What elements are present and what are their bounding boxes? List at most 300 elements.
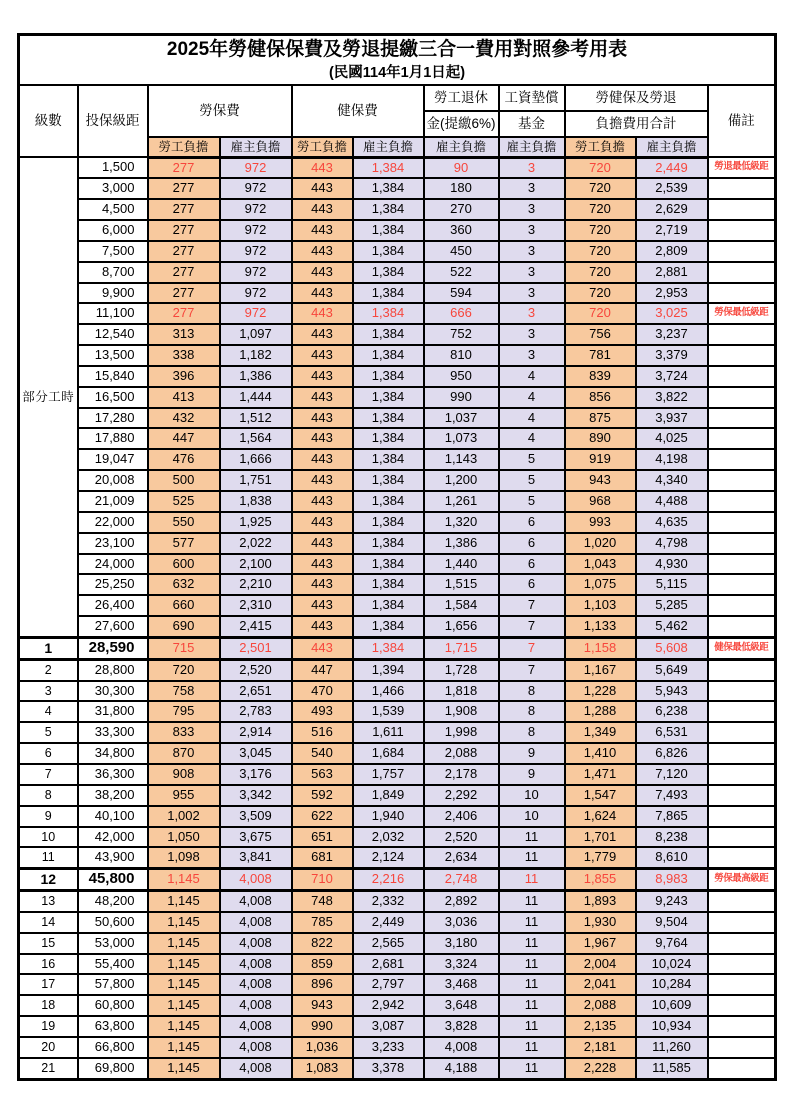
- remark-cell: 勞退最低級距: [708, 157, 776, 178]
- remark-cell: [708, 345, 776, 366]
- pension-employer-cell: 2,406: [424, 806, 499, 827]
- wage-fund-employer-cell: 8: [499, 681, 565, 702]
- total-employer-cell: 5,285: [636, 595, 708, 616]
- subheader-total-employee: 勞工負擔: [565, 137, 636, 158]
- health-employee-cell: 443: [292, 366, 353, 387]
- total-employer-cell: 4,798: [636, 533, 708, 554]
- table-row: [19, 366, 776, 387]
- total-employer-cell: 4,488: [636, 491, 708, 512]
- total-employee-cell: 839: [565, 366, 636, 387]
- wage-fund-employer-cell: 10: [499, 806, 565, 827]
- health-employer-cell: 1,384: [353, 574, 424, 595]
- labor-employer-cell: 1,564: [220, 428, 292, 449]
- wage-fund-employer-cell: 9: [499, 743, 565, 764]
- labor-employer-cell: 4,008: [220, 974, 292, 995]
- table-title-cell: [19, 35, 776, 85]
- labor-employer-cell: 972: [220, 220, 292, 241]
- health-employer-cell: 3,087: [353, 1016, 424, 1037]
- labor-employee-cell: 432: [148, 408, 220, 429]
- health-employee-cell: 443: [292, 512, 353, 533]
- pension-employer-cell: 1,261: [424, 491, 499, 512]
- bracket-cell: 8,700: [78, 262, 148, 283]
- level-cell: 20: [19, 1037, 78, 1058]
- total-employee-cell: 720: [565, 283, 636, 304]
- header-level: 級數: [19, 85, 78, 158]
- table-row: [19, 1037, 776, 1058]
- labor-employer-cell: 2,651: [220, 681, 292, 702]
- remark-cell: [708, 681, 776, 702]
- labor-employer-cell: 3,342: [220, 785, 292, 806]
- wage-fund-employer-cell: 3: [499, 303, 565, 324]
- labor-employer-cell: 972: [220, 157, 292, 178]
- health-employer-cell: 3,378: [353, 1058, 424, 1079]
- health-employer-cell: 1,384: [353, 262, 424, 283]
- health-employer-cell: 1,539: [353, 701, 424, 722]
- subheader-total-employer: 雇主負擔: [636, 137, 708, 158]
- labor-employee-cell: 715: [148, 637, 220, 659]
- wage-fund-employer-cell: 3: [499, 283, 565, 304]
- labor-employer-cell: 2,210: [220, 574, 292, 595]
- wage-fund-employer-cell: 7: [499, 637, 565, 659]
- total-employer-cell: 5,115: [636, 574, 708, 595]
- health-employee-cell: 443: [292, 324, 353, 345]
- pension-employer-cell: 1,320: [424, 512, 499, 533]
- labor-employee-cell: 955: [148, 785, 220, 806]
- remark-cell: [708, 199, 776, 220]
- labor-employee-cell: 525: [148, 491, 220, 512]
- total-employer-cell: 3,724: [636, 366, 708, 387]
- total-employer-cell: 5,608: [636, 637, 708, 659]
- pension-employer-cell: 1,728: [424, 659, 499, 680]
- table-row: [19, 722, 776, 743]
- health-employer-cell: 2,332: [353, 891, 424, 912]
- remark-cell: 勞保最高級距: [708, 869, 776, 891]
- header-bracket: 投保級距: [78, 85, 148, 158]
- labor-employer-cell: 4,008: [220, 1058, 292, 1079]
- pension-employer-cell: 1,908: [424, 701, 499, 722]
- health-employee-cell: 443: [292, 637, 353, 659]
- labor-employer-cell: 1,444: [220, 387, 292, 408]
- remark-cell: [708, 241, 776, 262]
- total-employer-cell: 7,865: [636, 806, 708, 827]
- total-employer-cell: 2,953: [636, 283, 708, 304]
- health-employer-cell: 1,384: [353, 387, 424, 408]
- table-row: [19, 199, 776, 220]
- pension-employer-cell: 752: [424, 324, 499, 345]
- pension-employer-cell: 3,036: [424, 912, 499, 933]
- health-employer-cell: 1,384: [353, 366, 424, 387]
- total-employee-cell: 2,004: [565, 954, 636, 975]
- page-title: 2025年勞健保保費及勞退提繳三合一費用對照參考用表: [166, 38, 628, 60]
- remark-cell: [708, 1058, 776, 1079]
- health-employer-cell: 1,384: [353, 637, 424, 659]
- health-employer-cell: 1,384: [353, 157, 424, 178]
- remark-cell: [708, 806, 776, 827]
- pension-employer-cell: 3,648: [424, 995, 499, 1016]
- table-row: [19, 303, 776, 324]
- health-employer-cell: 2,565: [353, 933, 424, 954]
- labor-employer-cell: 1,838: [220, 491, 292, 512]
- pension-employer-cell: 1,440: [424, 554, 499, 575]
- labor-employee-cell: 1,145: [148, 891, 220, 912]
- labor-employer-cell: 4,008: [220, 891, 292, 912]
- wage-fund-employer-cell: 4: [499, 408, 565, 429]
- pension-employer-cell: 2,520: [424, 827, 499, 848]
- total-employer-cell: 7,493: [636, 785, 708, 806]
- labor-employee-cell: 277: [148, 178, 220, 199]
- health-employer-cell: 1,384: [353, 220, 424, 241]
- pension-employer-cell: 1,998: [424, 722, 499, 743]
- pension-employer-cell: 4,008: [424, 1037, 499, 1058]
- labor-employer-cell: 2,914: [220, 722, 292, 743]
- labor-employee-cell: 338: [148, 345, 220, 366]
- remark-cell: [708, 324, 776, 345]
- total-employer-cell: 4,198: [636, 449, 708, 470]
- total-employer-cell: 8,238: [636, 827, 708, 848]
- header-total-line1: 勞健保及勞退: [565, 85, 708, 111]
- pension-employer-cell: 1,143: [424, 449, 499, 470]
- total-employer-cell: 2,539: [636, 178, 708, 199]
- health-employee-cell: 1,083: [292, 1058, 353, 1079]
- wage-fund-employer-cell: 4: [499, 366, 565, 387]
- bracket-cell: 11,100: [78, 303, 148, 324]
- level-cell: 4: [19, 701, 78, 722]
- health-employee-cell: 943: [292, 995, 353, 1016]
- pension-employer-cell: 666: [424, 303, 499, 324]
- pension-employer-cell: 4,188: [424, 1058, 499, 1079]
- pension-employer-cell: 1,073: [424, 428, 499, 449]
- total-employee-cell: 875: [565, 408, 636, 429]
- table-row: [19, 345, 776, 366]
- labor-employee-cell: 908: [148, 764, 220, 785]
- pension-employer-cell: 2,088: [424, 743, 499, 764]
- level-cell: 6: [19, 743, 78, 764]
- pension-employer-cell: 450: [424, 241, 499, 262]
- part-time-merged-cell: 部分工時: [19, 157, 78, 637]
- total-employer-cell: 11,585: [636, 1058, 708, 1079]
- bracket-cell: 1,500: [78, 157, 148, 178]
- labor-employer-cell: 2,415: [220, 616, 292, 637]
- table-row: [19, 449, 776, 470]
- total-employer-cell: 4,340: [636, 470, 708, 491]
- health-employer-cell: 1,466: [353, 681, 424, 702]
- level-cell: 14: [19, 912, 78, 933]
- total-employer-cell: 11,260: [636, 1037, 708, 1058]
- bracket-cell: 36,300: [78, 764, 148, 785]
- health-employer-cell: 1,384: [353, 470, 424, 491]
- health-employer-cell: 2,797: [353, 974, 424, 995]
- wage-fund-employer-cell: 7: [499, 616, 565, 637]
- pension-employer-cell: 90: [424, 157, 499, 178]
- health-employee-cell: 443: [292, 387, 353, 408]
- pension-employer-cell: 810: [424, 345, 499, 366]
- total-employer-cell: 10,934: [636, 1016, 708, 1037]
- level-cell: 1: [19, 637, 78, 659]
- remark-cell: [708, 827, 776, 848]
- labor-employee-cell: 690: [148, 616, 220, 637]
- total-employee-cell: 781: [565, 345, 636, 366]
- table-row: [19, 178, 776, 199]
- bracket-cell: 28,800: [78, 659, 148, 680]
- wage-fund-employer-cell: 11: [499, 869, 565, 891]
- wage-fund-employer-cell: 3: [499, 324, 565, 345]
- labor-employee-cell: 1,145: [148, 974, 220, 995]
- total-employee-cell: 2,181: [565, 1037, 636, 1058]
- labor-employee-cell: 550: [148, 512, 220, 533]
- remark-cell: [708, 408, 776, 429]
- wage-fund-employer-cell: 8: [499, 722, 565, 743]
- pension-employer-cell: 3,324: [424, 954, 499, 975]
- level-cell: 15: [19, 933, 78, 954]
- total-employer-cell: 2,809: [636, 241, 708, 262]
- wage-fund-employer-cell: 11: [499, 974, 565, 995]
- table-row: [19, 912, 776, 933]
- table-row: [19, 659, 776, 680]
- table-row: [19, 241, 776, 262]
- labor-employer-cell: 3,841: [220, 847, 292, 868]
- table-row: [19, 324, 776, 345]
- total-employee-cell: 720: [565, 199, 636, 220]
- total-employer-cell: 2,629: [636, 199, 708, 220]
- level-cell: 16: [19, 954, 78, 975]
- labor-employee-cell: 396: [148, 366, 220, 387]
- labor-employee-cell: 447: [148, 428, 220, 449]
- pension-employer-cell: 950: [424, 366, 499, 387]
- labor-employer-cell: 4,008: [220, 869, 292, 891]
- table-row: [19, 616, 776, 637]
- subheader-wage-fund-employer: 雇主負擔: [499, 137, 565, 158]
- bracket-cell: 21,009: [78, 491, 148, 512]
- premium-reference-table: [17, 33, 777, 1081]
- total-employee-cell: 1,020: [565, 533, 636, 554]
- subheader-pension-employer: 雇主負擔: [424, 137, 499, 158]
- health-employee-cell: 896: [292, 974, 353, 995]
- total-employee-cell: 720: [565, 262, 636, 283]
- bracket-cell: 6,000: [78, 220, 148, 241]
- total-employer-cell: 10,609: [636, 995, 708, 1016]
- labor-employee-cell: 277: [148, 283, 220, 304]
- total-employee-cell: 1,624: [565, 806, 636, 827]
- table-row: [19, 533, 776, 554]
- bracket-cell: 3,000: [78, 178, 148, 199]
- health-employer-cell: 1,384: [353, 324, 424, 345]
- health-employee-cell: 443: [292, 428, 353, 449]
- remark-cell: [708, 847, 776, 868]
- labor-employer-cell: 972: [220, 178, 292, 199]
- pension-employer-cell: 1,715: [424, 637, 499, 659]
- pension-employer-cell: 1,515: [424, 574, 499, 595]
- health-employer-cell: 1,384: [353, 595, 424, 616]
- remark-cell: [708, 262, 776, 283]
- pension-employer-cell: 2,178: [424, 764, 499, 785]
- labor-employee-cell: 720: [148, 659, 220, 680]
- total-employee-cell: 720: [565, 303, 636, 324]
- level-cell: 18: [19, 995, 78, 1016]
- labor-employee-cell: 632: [148, 574, 220, 595]
- remark-cell: [708, 785, 776, 806]
- table-row: [19, 701, 776, 722]
- remark-cell: [708, 764, 776, 785]
- health-employer-cell: 1,384: [353, 491, 424, 512]
- labor-employer-cell: 4,008: [220, 912, 292, 933]
- table-body: [19, 157, 776, 1079]
- total-employee-cell: 1,103: [565, 595, 636, 616]
- total-employer-cell: 4,025: [636, 428, 708, 449]
- total-employer-cell: 2,449: [636, 157, 708, 178]
- health-employee-cell: 443: [292, 283, 353, 304]
- total-employee-cell: 1,288: [565, 701, 636, 722]
- header-wage-fund-line2: 基金: [499, 111, 565, 137]
- labor-employee-cell: 600: [148, 554, 220, 575]
- remark-cell: [708, 533, 776, 554]
- level-cell: 9: [19, 806, 78, 827]
- subheader-labor-employer: 雇主負擔: [220, 137, 292, 158]
- health-employer-cell: 1,384: [353, 449, 424, 470]
- total-employee-cell: 919: [565, 449, 636, 470]
- labor-employer-cell: 4,008: [220, 933, 292, 954]
- health-employer-cell: 1,384: [353, 283, 424, 304]
- labor-employee-cell: 313: [148, 324, 220, 345]
- health-employee-cell: 443: [292, 345, 353, 366]
- total-employee-cell: 1,167: [565, 659, 636, 680]
- total-employer-cell: 6,238: [636, 701, 708, 722]
- health-employer-cell: 2,681: [353, 954, 424, 975]
- labor-employee-cell: 1,145: [148, 933, 220, 954]
- labor-employee-cell: 277: [148, 199, 220, 220]
- total-employer-cell: 3,822: [636, 387, 708, 408]
- subheader-health-employee: 勞工負擔: [292, 137, 353, 158]
- labor-employer-cell: 3,509: [220, 806, 292, 827]
- health-employer-cell: 1,384: [353, 512, 424, 533]
- total-employer-cell: 2,881: [636, 262, 708, 283]
- health-employee-cell: 443: [292, 554, 353, 575]
- remark-cell: [708, 512, 776, 533]
- health-employer-cell: 2,942: [353, 995, 424, 1016]
- header-pension-line1: 勞工退休: [424, 85, 499, 111]
- total-employer-cell: 4,930: [636, 554, 708, 575]
- labor-employer-cell: 4,008: [220, 995, 292, 1016]
- remark-cell: [708, 743, 776, 764]
- total-employee-cell: 993: [565, 512, 636, 533]
- remark-cell: [708, 574, 776, 595]
- bracket-cell: 30,300: [78, 681, 148, 702]
- title-row: [19, 35, 776, 85]
- total-employee-cell: 856: [565, 387, 636, 408]
- pension-employer-cell: 180: [424, 178, 499, 199]
- remark-cell: [708, 891, 776, 912]
- bracket-cell: 22,000: [78, 512, 148, 533]
- health-employee-cell: 447: [292, 659, 353, 680]
- total-employer-cell: 6,826: [636, 743, 708, 764]
- labor-employee-cell: 1,145: [148, 869, 220, 891]
- labor-employee-cell: 277: [148, 262, 220, 283]
- labor-employee-cell: 833: [148, 722, 220, 743]
- wage-fund-employer-cell: 11: [499, 995, 565, 1016]
- header-remark: 備註: [708, 85, 776, 158]
- total-employer-cell: 5,943: [636, 681, 708, 702]
- pension-employer-cell: 1,037: [424, 408, 499, 429]
- total-employer-cell: 10,284: [636, 974, 708, 995]
- labor-employer-cell: 972: [220, 199, 292, 220]
- table-row: [19, 387, 776, 408]
- total-employee-cell: 2,228: [565, 1058, 636, 1079]
- wage-fund-employer-cell: 11: [499, 891, 565, 912]
- wage-fund-employer-cell: 3: [499, 157, 565, 178]
- remark-cell: [708, 449, 776, 470]
- health-employer-cell: 3,233: [353, 1037, 424, 1058]
- total-employee-cell: 1,471: [565, 764, 636, 785]
- health-employee-cell: 443: [292, 533, 353, 554]
- table-row: [19, 1058, 776, 1079]
- bracket-cell: 66,800: [78, 1037, 148, 1058]
- labor-employer-cell: 972: [220, 241, 292, 262]
- labor-employee-cell: 500: [148, 470, 220, 491]
- table-row: [19, 428, 776, 449]
- table-row: [19, 974, 776, 995]
- bracket-cell: 27,600: [78, 616, 148, 637]
- bracket-cell: 17,880: [78, 428, 148, 449]
- bracket-cell: 19,047: [78, 449, 148, 470]
- header-row-1: [19, 85, 776, 111]
- health-employer-cell: 1,394: [353, 659, 424, 680]
- level-cell: 2: [19, 659, 78, 680]
- pension-employer-cell: 3,468: [424, 974, 499, 995]
- table-row: [19, 891, 776, 912]
- bracket-cell: 57,800: [78, 974, 148, 995]
- pension-employer-cell: 360: [424, 220, 499, 241]
- page-subtitle: (民國114年1月1日起): [328, 64, 466, 81]
- labor-employee-cell: 1,145: [148, 995, 220, 1016]
- total-employee-cell: 1,410: [565, 743, 636, 764]
- remark-cell: [708, 595, 776, 616]
- wage-fund-employer-cell: 9: [499, 764, 565, 785]
- health-employee-cell: 443: [292, 574, 353, 595]
- health-employer-cell: 1,384: [353, 178, 424, 199]
- health-employer-cell: 1,384: [353, 428, 424, 449]
- labor-employer-cell: 1,925: [220, 512, 292, 533]
- wage-fund-employer-cell: 3: [499, 199, 565, 220]
- total-employer-cell: 3,379: [636, 345, 708, 366]
- health-employee-cell: 443: [292, 595, 353, 616]
- total-employee-cell: 1,228: [565, 681, 636, 702]
- total-employee-cell: 1,158: [565, 637, 636, 659]
- total-employer-cell: 6,531: [636, 722, 708, 743]
- total-employee-cell: 1,547: [565, 785, 636, 806]
- health-employee-cell: 540: [292, 743, 353, 764]
- wage-fund-employer-cell: 3: [499, 178, 565, 199]
- level-cell: 13: [19, 891, 78, 912]
- health-employer-cell: 1,384: [353, 303, 424, 324]
- health-employee-cell: 785: [292, 912, 353, 933]
- bracket-cell: 7,500: [78, 241, 148, 262]
- total-employee-cell: 1,075: [565, 574, 636, 595]
- level-cell: 8: [19, 785, 78, 806]
- total-employee-cell: 1,349: [565, 722, 636, 743]
- total-employee-cell: 890: [565, 428, 636, 449]
- remark-cell: [708, 491, 776, 512]
- wage-fund-employer-cell: 7: [499, 595, 565, 616]
- remark-cell: 健保最低級距: [708, 637, 776, 659]
- labor-employer-cell: 1,386: [220, 366, 292, 387]
- table-row: [19, 512, 776, 533]
- subheader-health-employer: 雇主負擔: [353, 137, 424, 158]
- total-employee-cell: 720: [565, 241, 636, 262]
- table-row: [19, 470, 776, 491]
- health-employee-cell: 443: [292, 491, 353, 512]
- table-row: [19, 681, 776, 702]
- pension-employer-cell: 3,180: [424, 933, 499, 954]
- table-row: [19, 220, 776, 241]
